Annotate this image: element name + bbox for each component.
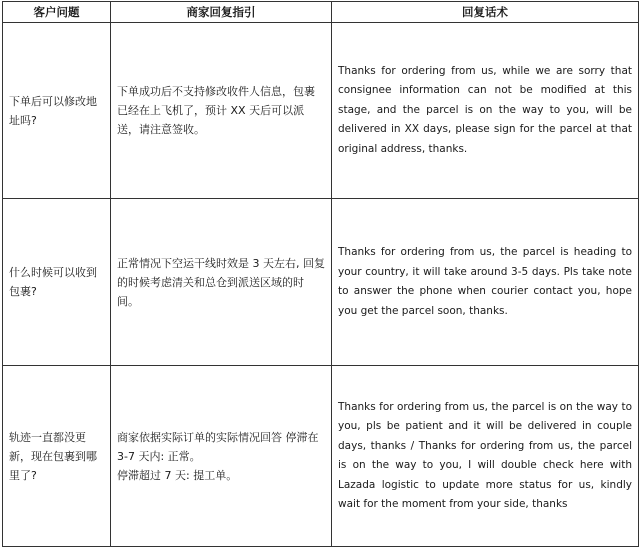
script-cell — [332, 366, 639, 547]
guide-cell — [111, 23, 332, 199]
question-text: 什么时候可以收到包裹? — [9, 266, 97, 298]
guide-text: 下单成功后不支持修改收件人信息，包裹已经在上飞机了，预计 XX 天后可以派送，请注意签收。 — [117, 85, 315, 136]
question-cell — [3, 366, 111, 547]
guide-cell — [111, 199, 332, 366]
script-cell — [332, 23, 639, 199]
script-text: Thanks for ordering from us, while we are sorry that consignee information can not be modified at this stage, and the parcel is on the way to you, will be delivered in XX days, please sign for the parcel at that original address, thanks. — [338, 64, 632, 155]
header-customer-question: 客户问题 — [3, 2, 111, 23]
guide-text: 正常情况下空运干线时效是 3 天左右, 回复的时候考虑清关和总仓到派送区域的时间。 — [117, 256, 325, 308]
table-row — [3, 199, 639, 366]
question-cell — [3, 199, 111, 366]
guide-text-line-2: 停滞超过 7 天: 提工单。 — [117, 468, 238, 482]
question-cell — [3, 23, 111, 199]
question-text: 轨迹一直都没更新，现在包裹到哪里了? — [9, 430, 97, 482]
script-text: Thanks for ordering from us, the parcel is on the way to you, pls be patient and it will be delivered in couple days, thanks / Thanks for ordering from us, the parcel is on the way to you, I will double check here with Lazada logistic to update more status for us, kindly wait for the moment from your side, thanks — [338, 400, 632, 510]
script-cell — [332, 199, 639, 366]
question-text: 下单后可以修改地址吗? — [9, 94, 97, 127]
guide-text-line-1: 商家依据实际订单的实际情况回答 停滞在 3-7 天内: 正常。 — [117, 430, 319, 463]
faq-table — [2, 1, 639, 547]
script-text: Thanks for ordering from us, the parcel is heading to your country, it will take around 3-5 days. Pls take note to answer the phone when courier contact you, hope you get the parcel soon, thanks. — [338, 246, 632, 317]
table-row — [3, 23, 639, 199]
table-row — [3, 366, 639, 547]
header-merchant-guide: 商家回复指引 — [111, 2, 332, 23]
header-reply-script: 回复话术 — [332, 2, 639, 23]
header-row — [3, 2, 639, 23]
guide-cell — [111, 366, 332, 547]
